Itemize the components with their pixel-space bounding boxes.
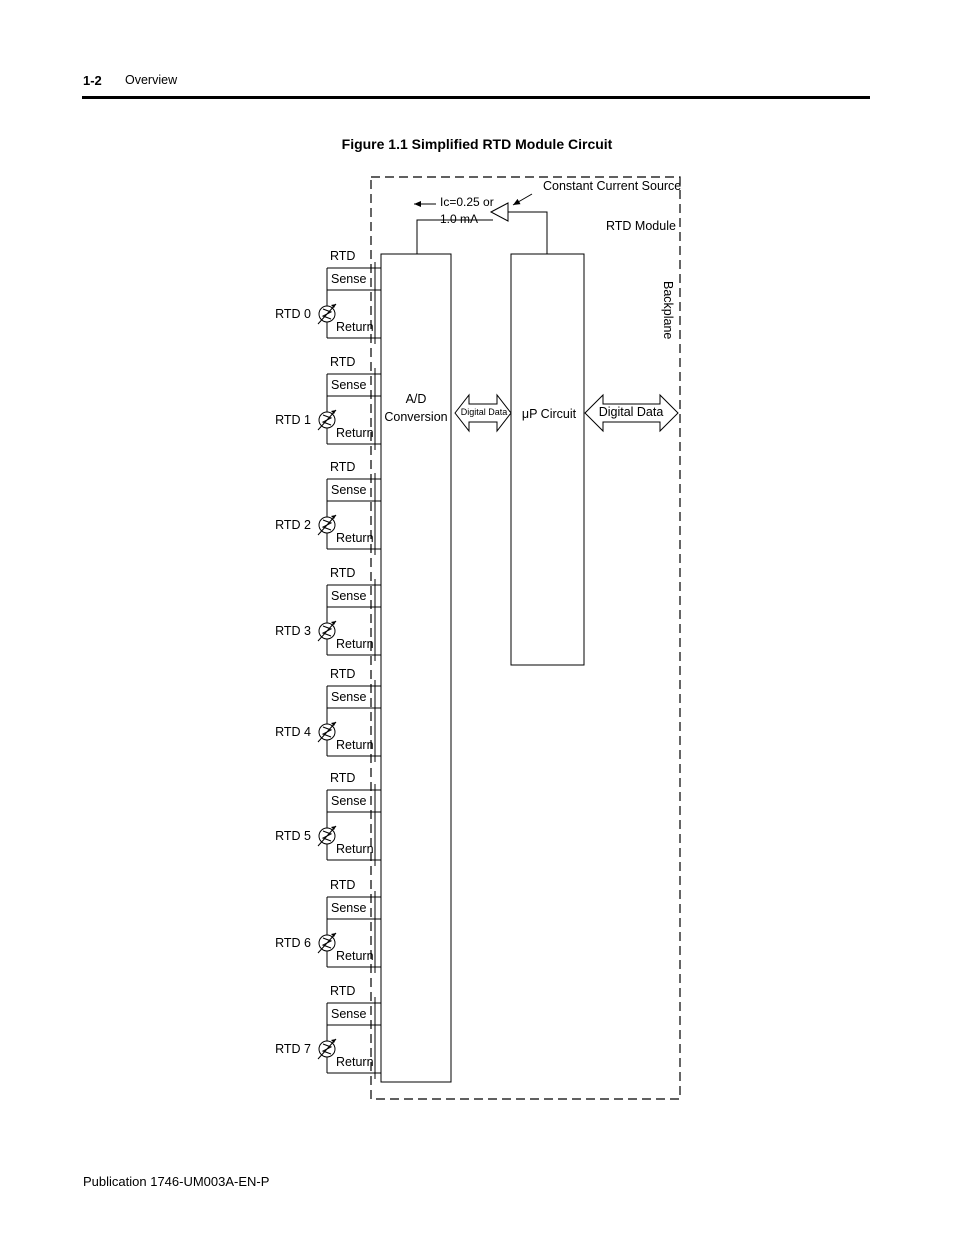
rtd-channel — [275, 355, 381, 450]
rtd-header-label: RTD — [330, 249, 356, 263]
return-label: Return — [336, 949, 374, 963]
sense-label: Sense — [331, 794, 367, 808]
return-label: Return — [336, 426, 374, 440]
rtd-header-label: RTD — [330, 984, 356, 998]
current-source-label: Constant Current Source — [543, 179, 682, 193]
rtd-header-label: RTD — [330, 771, 356, 785]
sense-label: Sense — [331, 589, 367, 603]
sense-label: Sense — [331, 690, 367, 704]
section-title: Overview — [125, 73, 178, 87]
rtd-channel-name: RTD 7 — [275, 1042, 311, 1056]
sense-label: Sense — [331, 272, 367, 286]
rtd-header-label: RTD — [330, 667, 356, 681]
ad-conversion-block — [381, 254, 451, 1082]
sense-label: Sense — [331, 483, 367, 497]
backplane-bus-label: Digital Data — [598, 405, 664, 419]
rtd-channel-name: RTD 6 — [275, 936, 311, 950]
rtd-header-label: RTD — [330, 460, 356, 474]
rtd-channel — [275, 771, 381, 866]
rtd-channel-name: RTD 4 — [275, 725, 311, 739]
return-label: Return — [336, 1055, 374, 1069]
rtd-header-label: RTD — [330, 566, 356, 580]
rtd-channel — [275, 667, 381, 762]
rtd-channel-name: RTD 1 — [275, 413, 311, 427]
page-number: 1-2 — [83, 73, 102, 88]
return-label: Return — [336, 637, 374, 651]
sense-label: Sense — [331, 1007, 367, 1021]
publication-footer: Publication 1746-UM003A-EN-P — [83, 1174, 270, 1189]
rtd-channel-name: RTD 3 — [275, 624, 311, 638]
return-label: Return — [336, 842, 374, 856]
rtd-channel — [275, 566, 381, 661]
up-circuit-label: μP Circuit — [521, 407, 577, 421]
rtd-channel — [275, 249, 381, 344]
sense-label: Sense — [331, 378, 367, 392]
rtd-channel — [275, 878, 381, 973]
current-source-wire-right — [507, 212, 547, 254]
ad-label-line2: Conversion — [384, 410, 448, 424]
up-circuit-block — [511, 254, 584, 665]
rtd-channel-name: RTD 2 — [275, 518, 311, 532]
return-label: Return — [336, 531, 374, 545]
rtd-header-label: RTD — [330, 355, 356, 369]
return-label: Return — [336, 738, 374, 752]
sense-label: Sense — [331, 901, 367, 915]
internal-bus-label: Digital Data — [460, 407, 508, 417]
return-label: Return — [336, 320, 374, 334]
rtd-channel-name: RTD 0 — [275, 307, 311, 321]
current-value-line1: Ic=0.25 or — [440, 195, 494, 209]
module-label: RTD Module — [606, 219, 676, 233]
backplane-label: Backplane — [661, 281, 675, 340]
figure-caption: Figure 1.1 Simplified RTD Module Circuit — [341, 136, 613, 152]
current-source-pointer — [513, 194, 532, 205]
rtd-header-label: RTD — [330, 878, 356, 892]
rtd-channel-name: RTD 5 — [275, 829, 311, 843]
rtd-channels — [275, 249, 381, 1079]
rtd-channel — [275, 460, 381, 555]
current-value-line2: 1.0 mA — [440, 212, 479, 226]
ad-label-line1: A/D — [405, 392, 427, 406]
rtd-channel — [275, 984, 381, 1079]
